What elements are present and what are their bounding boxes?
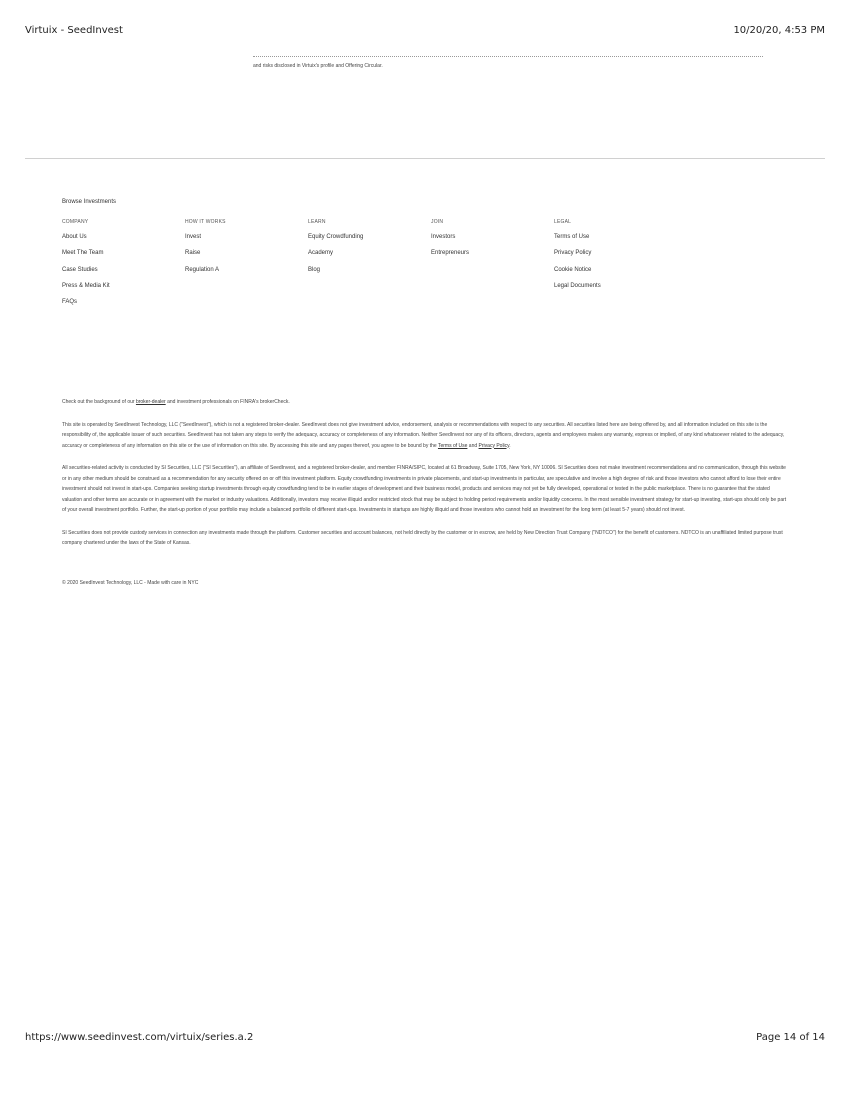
brokercheck-text: Check out the background of our: [62, 399, 136, 405]
footer-column-heading: LEARN: [308, 219, 326, 225]
footer-nav: [62, 219, 682, 315]
footer-divider: [25, 158, 825, 159]
footer-link-faqs[interactable]: FAQs: [62, 299, 78, 306]
footer-column-learn: [308, 219, 431, 315]
broker-dealer-link[interactable]: broker-dealer: [135, 399, 166, 405]
footer-link-terms-of-use[interactable]: Terms of Use: [554, 234, 590, 240]
footer-link-equity-crowdfunding[interactable]: Equity Crowdfunding: [308, 234, 364, 240]
footer-link-raise[interactable]: Raise: [185, 250, 201, 257]
terms-of-use-link[interactable]: Terms of Use: [437, 442, 468, 449]
browse-investments-link[interactable]: Browse Investments: [62, 199, 117, 205]
footer-link-regulation-a[interactable]: Regulation A: [185, 266, 220, 273]
footer-column-how-it-works: [185, 219, 308, 315]
print-page-title: Virtuix - SeedInvest: [25, 25, 123, 36]
brokercheck-notice: [62, 397, 788, 408]
print-datetime: 10/20/20, 4:53 PM: [733, 25, 825, 36]
footer-link-cookie-notice[interactable]: Cookie Notice: [554, 266, 592, 273]
footer-link-case-studies[interactable]: Case Studies: [62, 266, 98, 273]
footer-column-join: [431, 219, 554, 315]
footer-column-heading: COMPANY: [62, 219, 89, 225]
footer-link-meet-the-team[interactable]: Meet The Team: [62, 250, 104, 257]
footer-link-about-us[interactable]: About Us: [62, 234, 87, 240]
footer-link-academy[interactable]: Academy: [308, 250, 334, 257]
footer-link-investors[interactable]: Investors: [431, 234, 456, 240]
footer-link-blog[interactable]: Blog: [308, 266, 321, 273]
print-footer: [25, 1032, 825, 1043]
print-page-url: https://www.seedinvest.com/virtuix/series.a.2: [25, 1032, 254, 1043]
footer-column-legal: [554, 219, 677, 315]
footer-link-legal-documents[interactable]: Legal Documents: [554, 282, 601, 289]
conjunction-text: and: [467, 442, 479, 449]
footer-link-privacy-policy[interactable]: Privacy Policy: [554, 250, 592, 257]
footer-column-heading: JOIN: [431, 219, 444, 225]
brokercheck-text: and investment professionals on FINRA's brokerCheck.: [165, 399, 290, 405]
si-securities-disclaimer: All securities-related activity is conducted by SI Securities, LLC ("SI Securities"), an affiliate of SeedInvest, and a registered broker-dealer, and member FINRA/SIPC, located at 61 Broadway, Suite 1705, New York, NY 10006. SI Securities does not make investment recommendations and no communication, through this website or in any other medium should be construed as a recommendation for any security offered on or off this investment platform. Equity crowdfunding investments in private placements, and start-up investments in particular, are speculative and involve a high degree of risk and those investors who cannot afford to lose their entire investment should not invest in start-ups. Companies seeking startup investments through equity crowdfunding tend to be in earlier stages of development and their business model, products and services may not yet be fully developed, operational or tested in the public marketplace. There is no guarantee that the stated valuation and other terms are accurate or in agreement with the market or industry valuations. Additionally, investors may receive illiquid and/or restricted stock that may be subject to holding period requirements and/or liquidity concerns. In the most sensible investment strategy for start-up investing, start-ups should only be part of your overall investment portfolio. Further, the start-up portion of your portfolio may include a balanced portfolio of different start-ups. Investments in startups are highly illiquid and those investors who cannot hold an investment for the long term (at least 5-7 years) should not invest.: [62, 465, 787, 513]
footer-link-entrepreneurs[interactable]: Entrepreneurs: [431, 250, 470, 257]
offering-risk-text: and risks disclosed in Virtuix's profile and Offering Circular.: [253, 63, 383, 69]
footer-link-press-media-kit[interactable]: Press & Media Kit: [62, 282, 110, 289]
print-header: [25, 25, 825, 36]
footer-column-company: [62, 219, 185, 315]
copyright-notice: © 2020 SeedInvest Technology, LLC - Made with care in NYC: [62, 580, 199, 586]
footer-column-heading: LEGAL: [554, 219, 572, 225]
period-text: .: [509, 442, 511, 449]
custody-disclaimer: SI Securities does not provide custody services in connection any investments made through the platform. Customer securities and account balances, not held directly by the customer or in escrow, are held by New Direction Trust Company ("NDTCO") for the benefit of customers. NDTCO is an unaffiliated limited purpose trust company chartered under the laws of the State of Kansas.: [62, 529, 783, 546]
footer-column-heading: HOW IT WORKS: [185, 219, 226, 225]
privacy-policy-link[interactable]: Privacy Policy: [478, 442, 510, 449]
seedinvest-disclaimer-text: This site is operated by SeedInvest Technology, LLC ("SeedInvest"), which is not a registered broker-dealer. SeedInvest does not give investment advice, endorsement, analysis or recommendations with respect to any securities. All securities listed here are being offered by, and all information included on this site is the responsibility of, the applicable issuer of such securities. SeedInvest has not taken any steps to verify the adequacy, accuracy or completeness of any information. Neither SeedInvest nor any of its officers, directors, agents and employees makes any warranty, express or implied, of any kind whatsoever related to the adequacy, accuracy or completeness of any information on this site or the use of information on this site. By accessing this site and any pages thereof, you agree to be bound by the: [62, 421, 785, 449]
legal-disclosures: [62, 397, 788, 561]
cut-off-text-line: [253, 54, 763, 58]
footer-link-invest[interactable]: Invest: [185, 234, 202, 240]
seedinvest-disclaimer: [62, 420, 788, 452]
print-page-number: Page 14 of 14: [756, 1032, 825, 1043]
